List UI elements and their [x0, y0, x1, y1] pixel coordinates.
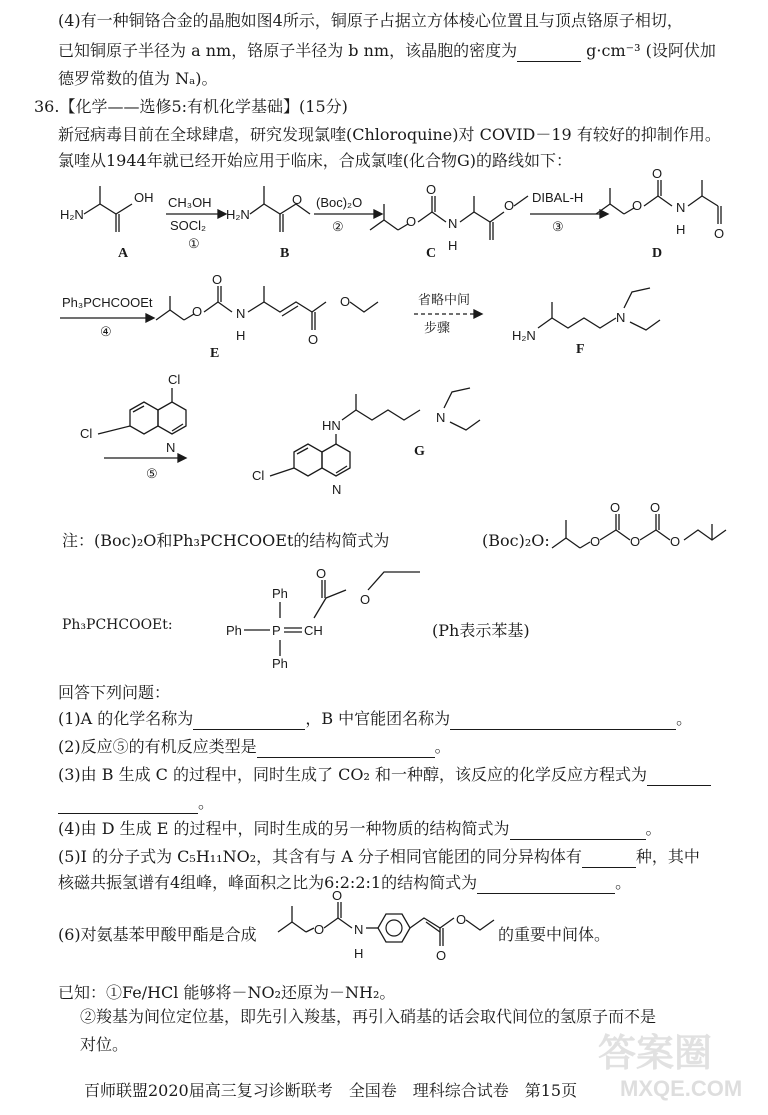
svg-text:H: H [676, 222, 686, 237]
svg-text:N: N [448, 216, 458, 231]
svg-text:H: H [448, 238, 458, 253]
svg-text:O: O [714, 226, 725, 241]
q36-intro1: 新冠病毒目前在全球肆虐，研究发现氯喹(Chloroquine)对 COVID－19 有较好的抑制作用。 [58, 125, 721, 144]
svg-text:O: O [332, 888, 343, 903]
compound-d-structure [596, 166, 724, 241]
compound-a-structure [60, 186, 154, 232]
compound-b-structure [226, 186, 310, 232]
svg-text:Ph: Ph [272, 586, 288, 601]
q36-intro2: 氯喹从1944年就已经开始应用于临床，合成氯喹(化合物G)的路线如下： [58, 151, 572, 170]
q1-text-c: 。 [676, 709, 693, 728]
svg-text:O: O [650, 500, 661, 515]
svg-text:DIBAL-H: DIBAL-H [532, 190, 584, 205]
label-e: E [210, 346, 220, 361]
q6-target-structure [278, 888, 494, 963]
svg-text:O: O [314, 922, 325, 937]
ph-note: (Ph表示苯基) [432, 621, 530, 640]
svg-text:N: N [676, 200, 686, 215]
svg-text:P: P [272, 623, 281, 638]
svg-text:CH₃OH: CH₃OH [168, 195, 212, 210]
question-5 [58, 846, 700, 868]
q4-text-a: (4)由 D 生成 E 的过程中，同时生成的另一种物质的结构简式为 [58, 819, 510, 838]
question-3 [58, 764, 711, 786]
svg-text:省略中间: 省略中间 [418, 293, 471, 308]
svg-text:O: O [436, 948, 447, 963]
svg-text:N: N [332, 482, 342, 497]
svg-text:③: ③ [552, 219, 564, 234]
svg-text:SOCl₂: SOCl₂ [170, 218, 207, 233]
svg-text:O: O [590, 534, 601, 549]
svg-text:O: O [316, 566, 327, 581]
svg-text:H₂N: H₂N [60, 207, 84, 222]
svg-text:O: O [504, 198, 515, 213]
boc2o-structure [552, 500, 726, 549]
svg-text:N: N [436, 410, 446, 425]
question-1 [58, 708, 692, 730]
q2-blank[interactable] [257, 741, 435, 758]
q5-blank-2[interactable] [477, 877, 615, 894]
svg-text:②: ② [332, 219, 344, 234]
watermark-url: MXQE.COM [620, 1076, 743, 1101]
compound-g-structure [252, 388, 480, 497]
svg-text:O: O [630, 534, 641, 549]
svg-text:O: O [426, 182, 437, 197]
q1-blank-1[interactable] [193, 713, 305, 730]
label-a: A [118, 246, 129, 261]
svg-text:Cl: Cl [168, 372, 181, 387]
svg-text:N: N [236, 306, 246, 321]
q35-line1: (4)有一种铜铬合金的晶胞如图4所示，铜原子占据立方体棱心位置且与顶点铬原子相切， [58, 11, 683, 30]
label-f: F [576, 342, 585, 357]
svg-text:⑤: ⑤ [146, 466, 158, 481]
svg-text:(Boc)₂O: (Boc)₂O [316, 195, 363, 210]
q2-text-b: 。 [434, 737, 451, 756]
ylide-structure [226, 566, 420, 671]
q3-text-a: (3)由 B 生成 C 的过程中，同时生成了 CO₂ 和一种醇，该反应的化学反应方程式为 [58, 765, 647, 784]
questions-intro: 回答下列问题： [58, 683, 171, 702]
question-2 [58, 736, 451, 758]
q1-blank-2[interactable] [450, 713, 676, 730]
svg-text:O: O [456, 912, 467, 927]
reaction-arrow-4 [60, 295, 154, 339]
svg-text:CH: CH [304, 623, 323, 638]
question-3-cont [58, 792, 214, 814]
svg-text:O: O [340, 294, 351, 309]
label-d: D [652, 246, 663, 261]
q35-line2-text: 已知铜原子半径为 a nm，铬原子半径为 b nm，该晶胞的密度为 [58, 41, 518, 60]
q35-line3: 德罗常数的值为 Nₐ)。 [58, 69, 218, 88]
compound-c-structure [370, 182, 528, 253]
q5-blank-1[interactable] [582, 851, 636, 868]
svg-text:O: O [406, 214, 417, 229]
question-6b: 的重要中间体。 [498, 925, 611, 944]
watermark-logo: 答案圈 [598, 1033, 713, 1075]
q3-text-b: 。 [198, 793, 215, 812]
boc2o-label: (Boc)₂O: [482, 531, 550, 550]
q36-header: 36.【化学——选修5:有机化学基础】(15分) [34, 97, 348, 116]
note-line1: 注：(Boc)₂O和Ph₃PCHCOOEt的结构简式为 [62, 531, 390, 550]
svg-text:HN: HN [322, 418, 341, 433]
q3-blank-1[interactable] [647, 769, 711, 786]
label-g: G [414, 444, 425, 459]
q4-text-b: 。 [645, 819, 662, 838]
reaction-arrow-1 [166, 195, 226, 251]
label-b: B [280, 246, 290, 261]
question-5-cont [58, 872, 631, 894]
svg-text:①: ① [188, 236, 200, 251]
svg-text:步骤: 步骤 [424, 321, 451, 336]
q1-text-b: ，B 中官能团名称为 [305, 709, 451, 728]
reaction-arrow-5 [104, 454, 186, 481]
q2-text-a: (2)反应⑤的有机反应类型是 [58, 737, 257, 756]
svg-text:O: O [360, 592, 371, 607]
svg-text:Ph: Ph [226, 623, 242, 638]
svg-text:H₂N: H₂N [226, 207, 250, 222]
svg-text:O: O [308, 332, 319, 347]
label-c: C [426, 246, 437, 261]
svg-text:Cl: Cl [252, 468, 265, 483]
q5-text-c: 核磁共振氢谱有4组峰，峰面积之比为6:2:2:1的结构简式为 [58, 873, 478, 892]
dichloroquinoline-structure [80, 372, 186, 455]
reaction-arrow-omitted [414, 292, 482, 336]
q35-line2-tail: g·cm⁻³ (设阿伏加 [581, 41, 716, 60]
page-footer: 百师联盟2020届高三复习诊断联考 全国卷 理科综合试卷 第15页 [84, 1081, 578, 1100]
q4-blank[interactable] [510, 823, 646, 840]
svg-text:O: O [632, 198, 643, 213]
compound-f-structure [512, 288, 660, 343]
svg-text:OH: OH [134, 190, 154, 205]
svg-text:H₂N: H₂N [512, 328, 536, 343]
svg-text:N: N [354, 922, 364, 937]
svg-text:O: O [670, 534, 681, 549]
svg-text:N: N [616, 310, 626, 325]
question-6a: (6)对氨基苯甲酸甲酯是合成 [58, 925, 257, 944]
svg-text:O: O [652, 166, 663, 181]
svg-text:Cl: Cl [80, 426, 93, 441]
svg-text:H: H [236, 328, 246, 343]
known-3: 对位。 [80, 1035, 129, 1054]
compound-e-structure [156, 272, 378, 347]
svg-text:Ph₃PCHCOOEt: Ph₃PCHCOOEt [62, 295, 153, 310]
svg-text:H: H [354, 946, 364, 961]
svg-text:④: ④ [100, 324, 112, 339]
known-2: ②羧基为间位定位基，即先引入羧基，再引入硝基的话会取代间位的氢原子而不是 [80, 1007, 657, 1026]
q3-blank-2[interactable] [58, 797, 198, 814]
ylide-label: Ph₃PCHCOOEt: [62, 617, 173, 633]
svg-text:Ph: Ph [272, 656, 288, 671]
q5-text-d: 。 [615, 873, 632, 892]
known-1: 已知：①Fe/HCl 能够将－NO₂还原为－NH₂。 [58, 983, 396, 1002]
svg-text:O: O [292, 192, 303, 207]
reaction-arrow-3 [530, 190, 608, 234]
svg-text:O: O [212, 272, 223, 287]
q5-text-b: 种，其中 [635, 847, 700, 866]
svg-text:N: N [166, 440, 176, 455]
svg-text:O: O [192, 304, 203, 319]
question-4 [58, 818, 662, 840]
q5-text-a: (5)I 的分子式为 C₅H₁₁NO₂，其含有与 A 分子相同官能团的同分异构体有 [58, 847, 582, 866]
q1-text-a: (1)A 的化学名称为 [58, 709, 194, 728]
svg-text:O: O [610, 500, 621, 515]
